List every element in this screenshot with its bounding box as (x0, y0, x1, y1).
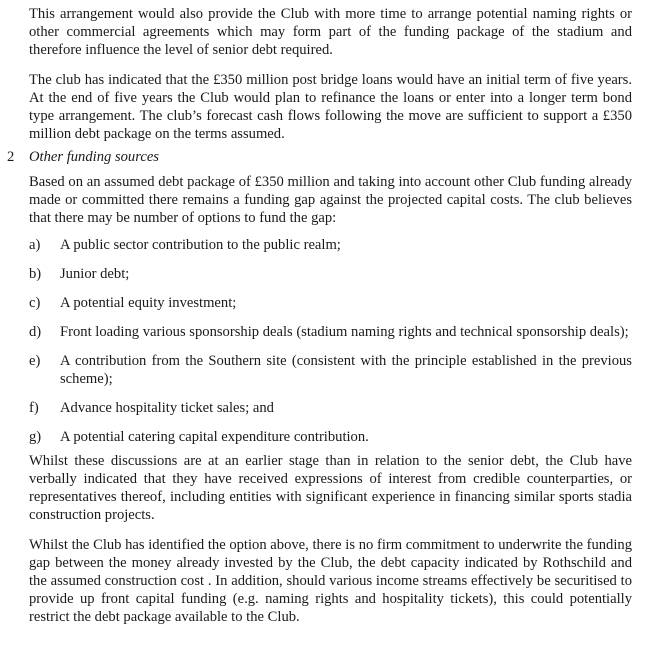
list-item (29, 352, 632, 388)
list-marker: b) (29, 266, 42, 282)
list-item-text: A contribution from the Southern site (consistent with the principle established in the previous scheme); (60, 353, 632, 387)
list-item-text: Advance hospitality ticket sales; and (60, 400, 274, 416)
section-number: 2 (7, 149, 15, 165)
funding-options-list (0, 236, 632, 446)
list-marker: a) (29, 237, 41, 253)
list-item (29, 265, 632, 283)
list-item-text: A public sector contribution to the public realm; (60, 237, 341, 253)
list-marker: d) (29, 324, 42, 340)
paragraph-bridge-loans: The club has indicated that the £350 million post bridge loans would have an initial term of five years. At the end of five years the Club would plan to refinance the loans or enter into a longer term bond type arrangement. The club’s forecast cash flows following the move are sufficient to support a £350 million debt package on the terms assumed. (29, 72, 632, 142)
paragraph-firm-commitment: Whilst the Club has identified the option above, there is no firm commitment to underwrite the funding gap between the money already invested by the Club, the debt capacity indicated by Rothschild and the assumed construction cost . In addition, should various income streams effectively be securitised to provide up front capital funding (e.g. naming rights and hospitality tickets), this could potentially restrict the debt package available to the Club. (29, 537, 632, 625)
section-heading (7, 148, 632, 166)
list-marker: c) (29, 295, 41, 311)
list-item-text: Junior debt; (60, 266, 130, 282)
list-marker: e) (29, 353, 41, 369)
list-item (29, 236, 632, 254)
list-item-text: Front loading various sponsorship deals (stadium naming rights and technical sponsorship deals); (60, 324, 629, 340)
list-item (29, 428, 632, 446)
paragraph-naming-rights: This arrangement would also provide the Club with more time to arrange potential naming rights or other commercial agreements which may form part of the funding package of the stadium and therefore influence the level of senior debt required. (29, 6, 632, 58)
list-item-text: A potential catering capital expenditure contribution. (60, 429, 369, 445)
list-item-text: A potential equity investment; (60, 295, 237, 311)
list-item (29, 323, 632, 341)
section-title: Other funding sources (29, 149, 159, 165)
paragraph-funding-gap: Based on an assumed debt package of £350 million and taking into account other Club funding already made or committed there remains a funding gap against the projected capital costs. The club believes that there may be number of options to fund the gap: (29, 174, 632, 226)
list-marker: g) (29, 429, 42, 445)
list-marker: f) (29, 400, 39, 416)
list-item (29, 294, 632, 312)
paragraph-expressions-of-interest: Whilst these discussions are at an earlier stage than in relation to the senior debt, the Club have verbally indicated that they have received expressions of interest from credible counterparties, or representatives thereof, including entities with significant experience in financing similar sports stadia construction projects. (29, 453, 632, 523)
list-item (29, 399, 632, 417)
